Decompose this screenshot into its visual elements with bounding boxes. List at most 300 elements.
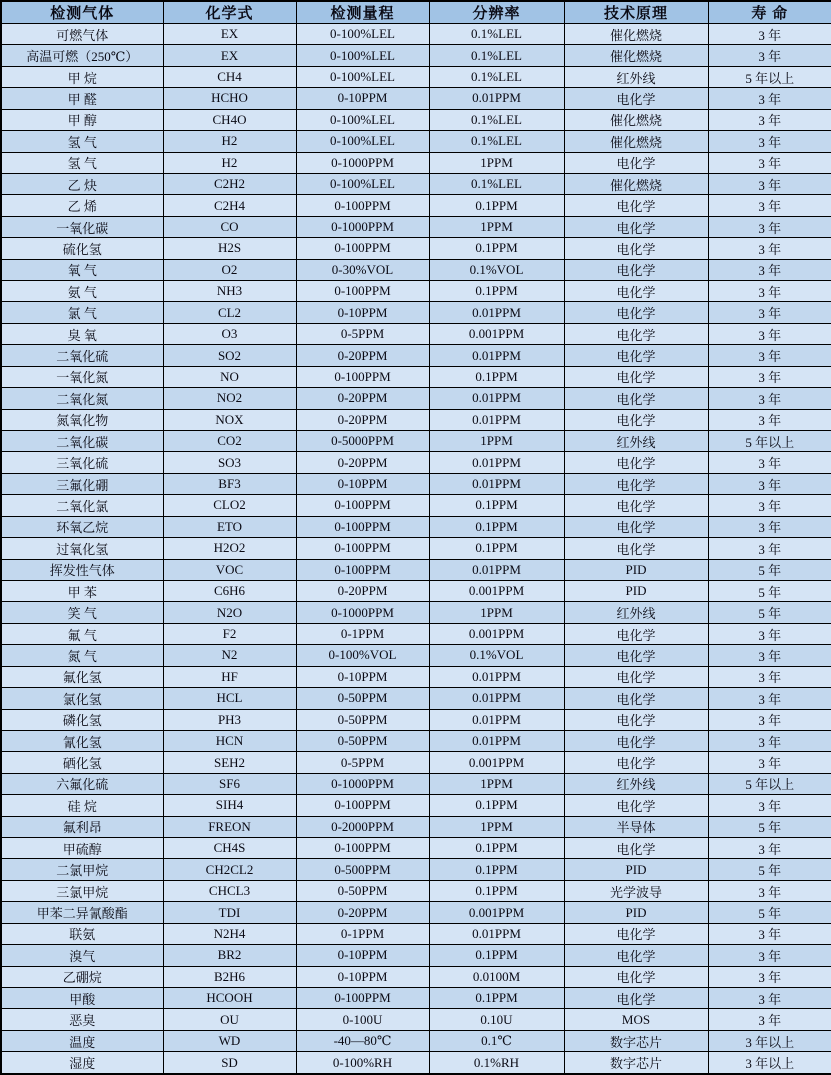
table-cell: 0.1%LEL <box>429 66 564 87</box>
table-cell: 5 年 <box>708 602 831 623</box>
table-cell: 可燃气体 <box>1 24 163 45</box>
table-cell: 0-100PPM <box>296 366 429 387</box>
table-cell: H2O2 <box>163 538 296 559</box>
table-row <box>1 580 831 601</box>
table-cell: 3 年 <box>708 795 831 816</box>
table-cell: 0-30%VOL <box>296 259 429 280</box>
table-cell: WD <box>163 1030 296 1051</box>
table-cell: BR2 <box>163 945 296 966</box>
table-cell: 红外线 <box>564 773 708 794</box>
table-cell: 氟 气 <box>1 623 163 644</box>
table-cell: 1PPM <box>429 816 564 837</box>
table-cell: 氮 气 <box>1 645 163 666</box>
table-cell: 二氧化碳 <box>1 431 163 452</box>
table-row <box>1 666 831 687</box>
table-cell: OU <box>163 1009 296 1030</box>
table-cell: N2H4 <box>163 923 296 944</box>
table-cell: 0.01PPM <box>429 666 564 687</box>
table-cell: 5 年 <box>708 580 831 601</box>
table-row <box>1 366 831 387</box>
table-cell: 电化学 <box>564 302 708 323</box>
table-cell: O2 <box>163 259 296 280</box>
table-cell: 电化学 <box>564 709 708 730</box>
table-cell: 0.01PPM <box>429 688 564 709</box>
table-cell: 0.1PPM <box>429 838 564 859</box>
table-row <box>1 495 831 516</box>
table-row <box>1 216 831 237</box>
table-row <box>1 902 831 923</box>
table-row <box>1 838 831 859</box>
table-cell: 0.01PPM <box>429 302 564 323</box>
table-cell: HF <box>163 666 296 687</box>
table-cell: 0-1000PPM <box>296 773 429 794</box>
table-cell: 0-50PPM <box>296 730 429 751</box>
table-cell: NO2 <box>163 388 296 409</box>
header-cell-col4: 分辨率 <box>429 1 564 24</box>
table-cell: 0-50PPM <box>296 688 429 709</box>
table-cell: 0-1000PPM <box>296 216 429 237</box>
table-cell: 氧 气 <box>1 259 163 280</box>
table-cell: 红外线 <box>564 431 708 452</box>
table-cell: 电化学 <box>564 88 708 109</box>
table-row <box>1 773 831 794</box>
table-cell: 催化燃烧 <box>564 173 708 194</box>
table-cell: ETO <box>163 516 296 537</box>
table-cell: 甲酸 <box>1 987 163 1008</box>
table-cell: 0-5PPM <box>296 323 429 344</box>
table-cell: 0-5000PPM <box>296 431 429 452</box>
table-cell: 六氟化硫 <box>1 773 163 794</box>
table-cell: 电化学 <box>564 388 708 409</box>
table-cell: 3 年 <box>708 109 831 130</box>
table-cell: 0.0100M <box>429 966 564 987</box>
table-cell: 0-100PPM <box>296 281 429 302</box>
table-row <box>1 452 831 473</box>
table-cell: 0-100U <box>296 1009 429 1030</box>
table-cell: F2 <box>163 623 296 644</box>
table-row <box>1 109 831 130</box>
table-cell: 0-5PPM <box>296 752 429 773</box>
table-cell: SO2 <box>163 345 296 366</box>
table-row <box>1 966 831 987</box>
table-cell: SEH2 <box>163 752 296 773</box>
table-cell: 3 年 <box>708 302 831 323</box>
table-cell: 1PPM <box>429 773 564 794</box>
table-cell: 0.1%LEL <box>429 24 564 45</box>
table-cell: 甲 苯 <box>1 580 163 601</box>
table-cell: PH3 <box>163 709 296 730</box>
table-cell: 3 年 <box>708 730 831 751</box>
table-cell: 0.01PPM <box>429 473 564 494</box>
table-cell: 温度 <box>1 1030 163 1051</box>
table-row <box>1 516 831 537</box>
table-cell: 0.1℃ <box>429 1030 564 1051</box>
table-cell: 挥发性气体 <box>1 559 163 580</box>
table-cell: 0-100%LEL <box>296 173 429 194</box>
table-cell: 0-100%LEL <box>296 45 429 66</box>
table-cell: 0.01PPM <box>429 409 564 430</box>
table-cell: 0-50PPM <box>296 709 429 730</box>
table-cell: EX <box>163 24 296 45</box>
table-cell: 3 年 <box>708 516 831 537</box>
table-cell: 红外线 <box>564 66 708 87</box>
table-cell: 0.1PPM <box>429 795 564 816</box>
table-cell: 电化学 <box>564 623 708 644</box>
table-cell: H2 <box>163 131 296 152</box>
table-cell: 3 年 <box>708 238 831 259</box>
table-cell: 3 年 <box>708 752 831 773</box>
table-row <box>1 1052 831 1074</box>
table-cell: 0.1PPM <box>429 880 564 901</box>
table-cell: CO2 <box>163 431 296 452</box>
table-cell: CHCL3 <box>163 880 296 901</box>
table-cell: 0-100PPM <box>296 195 429 216</box>
table-cell: 3 年 <box>708 388 831 409</box>
table-cell: 1PPM <box>429 152 564 173</box>
table-cell: 3 年 <box>708 1009 831 1030</box>
table-row <box>1 923 831 944</box>
table-cell: 0.01PPM <box>429 88 564 109</box>
table-cell: 电化学 <box>564 409 708 430</box>
table-cell: 笑 气 <box>1 602 163 623</box>
table-row <box>1 431 831 452</box>
table-cell: 0.001PPM <box>429 323 564 344</box>
table-cell: 3 年 <box>708 152 831 173</box>
header-cell-col1: 检测气体 <box>1 1 163 24</box>
table-row <box>1 816 831 837</box>
table-cell: 0.01PPM <box>429 345 564 366</box>
table-cell: 氟利昂 <box>1 816 163 837</box>
table-cell: 3 年 <box>708 195 831 216</box>
table-cell: 0.1%LEL <box>429 45 564 66</box>
table-cell: HCN <box>163 730 296 751</box>
table-cell: 3 年 <box>708 473 831 494</box>
table-cell: BF3 <box>163 473 296 494</box>
table-row <box>1 388 831 409</box>
table-row <box>1 730 831 751</box>
table-cell: 5 年以上 <box>708 773 831 794</box>
table-cell: 0-20PPM <box>296 580 429 601</box>
table-row <box>1 88 831 109</box>
table-cell: 电化学 <box>564 923 708 944</box>
table-cell: 电化学 <box>564 238 708 259</box>
table-cell: 0.1%VOL <box>429 645 564 666</box>
table-cell: 0-100PPM <box>296 495 429 516</box>
table-row <box>1 131 831 152</box>
table-cell: 电化学 <box>564 259 708 280</box>
table-cell: 0.1PPM <box>429 538 564 559</box>
table-cell: 电化学 <box>564 195 708 216</box>
table-cell: N2 <box>163 645 296 666</box>
table-cell: H2S <box>163 238 296 259</box>
table-row <box>1 859 831 880</box>
table-row <box>1 752 831 773</box>
table-cell: 0.01PPM <box>429 923 564 944</box>
table-cell: 半导体 <box>564 816 708 837</box>
table-cell: C2H2 <box>163 173 296 194</box>
table-row <box>1 281 831 302</box>
table-cell: NOX <box>163 409 296 430</box>
table-cell: 氟化氢 <box>1 666 163 687</box>
header-cell-col2: 化学式 <box>163 1 296 24</box>
table-row <box>1 795 831 816</box>
table-cell: 0.1PPM <box>429 195 564 216</box>
table-cell: 电化学 <box>564 452 708 473</box>
table-row <box>1 987 831 1008</box>
table-row <box>1 345 831 366</box>
table-cell: 0.001PPM <box>429 623 564 644</box>
header-cell-col6: 寿 命 <box>708 1 831 24</box>
table-cell: 0.001PPM <box>429 580 564 601</box>
table-cell: H2 <box>163 152 296 173</box>
table-cell: 催化燃烧 <box>564 24 708 45</box>
table-cell: 电化学 <box>564 473 708 494</box>
table-cell: 甲苯二异氰酸酯 <box>1 902 163 923</box>
table-row <box>1 66 831 87</box>
table-cell: 甲 醇 <box>1 109 163 130</box>
table-row <box>1 709 831 730</box>
table-cell: 甲硫醇 <box>1 838 163 859</box>
table-cell: 0.1PPM <box>429 495 564 516</box>
table-row <box>1 538 831 559</box>
table-cell: PID <box>564 559 708 580</box>
table-cell: 0-10PPM <box>296 302 429 323</box>
table-cell: 湿度 <box>1 1052 163 1074</box>
table-row <box>1 323 831 344</box>
table-cell: 3 年以上 <box>708 1052 831 1074</box>
table-cell: 催化燃烧 <box>564 109 708 130</box>
table-cell: CH4O <box>163 109 296 130</box>
table-cell: 0-100%LEL <box>296 131 429 152</box>
table-cell: 电化学 <box>564 281 708 302</box>
table-cell: 0.1%LEL <box>429 131 564 152</box>
table-cell: 0-10PPM <box>296 945 429 966</box>
table-cell: 一氧化碳 <box>1 216 163 237</box>
table-cell: 电化学 <box>564 966 708 987</box>
table-cell: 5 年 <box>708 859 831 880</box>
table-cell: 三氟化硼 <box>1 473 163 494</box>
table-cell: 0-100PPM <box>296 516 429 537</box>
table-cell: 3 年 <box>708 538 831 559</box>
table-cell: 1PPM <box>429 216 564 237</box>
table-cell: 0-100PPM <box>296 238 429 259</box>
table-cell: 氯 气 <box>1 302 163 323</box>
table-cell: 环氧乙烷 <box>1 516 163 537</box>
table-cell: 0.1PPM <box>429 859 564 880</box>
table-cell: 电化学 <box>564 666 708 687</box>
table-row <box>1 1009 831 1030</box>
table-cell: 0-10PPM <box>296 473 429 494</box>
table-cell: 0-10PPM <box>296 88 429 109</box>
table-cell: 3 年 <box>708 131 831 152</box>
table-cell: NH3 <box>163 281 296 302</box>
table-cell: 电化学 <box>564 987 708 1008</box>
table-cell: 5 年以上 <box>708 66 831 87</box>
table-cell: 0-20PPM <box>296 902 429 923</box>
table-cell: 氮氧化物 <box>1 409 163 430</box>
table-cell: 数字芯片 <box>564 1030 708 1051</box>
table-cell: 0.001PPM <box>429 752 564 773</box>
table-cell: N2O <box>163 602 296 623</box>
table-cell: 5 年 <box>708 902 831 923</box>
table-cell: CH4S <box>163 838 296 859</box>
table-cell: 3 年 <box>708 645 831 666</box>
table-cell: 电化学 <box>564 645 708 666</box>
table-cell: 0-20PPM <box>296 388 429 409</box>
table-cell: PID <box>564 902 708 923</box>
table-cell: 0-100%LEL <box>296 24 429 45</box>
table-body <box>1 24 831 1075</box>
header-row <box>1 1 831 24</box>
table-row <box>1 24 831 45</box>
table-cell: 3 年 <box>708 923 831 944</box>
table-cell: 0.01PPM <box>429 452 564 473</box>
table-cell: PID <box>564 580 708 601</box>
table-cell: 0.1%LEL <box>429 109 564 130</box>
table-cell: 数字芯片 <box>564 1052 708 1074</box>
table-row <box>1 945 831 966</box>
table-cell: 0.01PPM <box>429 388 564 409</box>
table-cell: 0-20PPM <box>296 409 429 430</box>
table-cell: 0.001PPM <box>429 902 564 923</box>
table-cell: CH4 <box>163 66 296 87</box>
table-cell: 3 年 <box>708 623 831 644</box>
table-cell: 电化学 <box>564 366 708 387</box>
table-cell: 恶臭 <box>1 1009 163 1030</box>
table-cell: 催化燃烧 <box>564 45 708 66</box>
table-cell: MOS <box>564 1009 708 1030</box>
table-cell: 3 年 <box>708 838 831 859</box>
table-cell: 3 年 <box>708 281 831 302</box>
table-cell: 电化学 <box>564 730 708 751</box>
table-row <box>1 152 831 173</box>
table-cell: 3 年 <box>708 45 831 66</box>
table-cell: -40—80℃ <box>296 1030 429 1051</box>
table-cell: 二氧化氮 <box>1 388 163 409</box>
table-cell: 二氧化氯 <box>1 495 163 516</box>
table-cell: 3 年 <box>708 24 831 45</box>
table-cell: 3 年 <box>708 495 831 516</box>
table-row <box>1 688 831 709</box>
table-cell: 3 年 <box>708 987 831 1008</box>
table-cell: 0-500PPM <box>296 859 429 880</box>
table-cell: 5 年以上 <box>708 431 831 452</box>
table-cell: 电化学 <box>564 323 708 344</box>
table-cell: 0-20PPM <box>296 452 429 473</box>
table-cell: 0.1%RH <box>429 1052 564 1074</box>
table-row <box>1 238 831 259</box>
table-cell: HCHO <box>163 88 296 109</box>
table-cell: 3 年 <box>708 366 831 387</box>
table-cell: C6H6 <box>163 580 296 601</box>
table-cell: CH2CL2 <box>163 859 296 880</box>
table-cell: 高温可燃（250℃） <box>1 45 163 66</box>
table-row <box>1 195 831 216</box>
header-cell-col5: 技术原理 <box>564 1 708 24</box>
table-cell: 0.1PPM <box>429 987 564 1008</box>
table-cell: 催化燃烧 <box>564 131 708 152</box>
table-cell: 乙硼烷 <box>1 966 163 987</box>
table-row <box>1 173 831 194</box>
table-cell: 磷化氢 <box>1 709 163 730</box>
table-cell: 联氨 <box>1 923 163 944</box>
table-cell: 0-1PPM <box>296 923 429 944</box>
table-cell: 0-50PPM <box>296 880 429 901</box>
table-row <box>1 259 831 280</box>
table-cell: 电化学 <box>564 752 708 773</box>
table-cell: 0-10PPM <box>296 966 429 987</box>
table-cell: 氯化氢 <box>1 688 163 709</box>
table-cell: 0-100%VOL <box>296 645 429 666</box>
table-cell: SD <box>163 1052 296 1074</box>
table-cell: 0.01PPM <box>429 730 564 751</box>
table-cell: 二氯甲烷 <box>1 859 163 880</box>
table-row <box>1 473 831 494</box>
table-cell: 3 年 <box>708 688 831 709</box>
table-cell: 0-10PPM <box>296 666 429 687</box>
table-cell: 电化学 <box>564 345 708 366</box>
table-cell: C2H4 <box>163 195 296 216</box>
table-cell: 电化学 <box>564 516 708 537</box>
table-cell: 0-100PPM <box>296 538 429 559</box>
table-cell: 电化学 <box>564 538 708 559</box>
table-cell: 溴气 <box>1 945 163 966</box>
header-cell-col3: 检测量程 <box>296 1 429 24</box>
table-cell: 硫化氢 <box>1 238 163 259</box>
table-cell: 乙 炔 <box>1 173 163 194</box>
table-cell: 三氯甲烷 <box>1 880 163 901</box>
table-cell: 0-100PPM <box>296 987 429 1008</box>
table-cell: 3 年 <box>708 880 831 901</box>
table-cell: 氢 气 <box>1 131 163 152</box>
table-row <box>1 409 831 430</box>
table-cell: 0-1PPM <box>296 623 429 644</box>
table-cell: 一氧化氮 <box>1 366 163 387</box>
table-row <box>1 602 831 623</box>
table-cell: 0.1PPM <box>429 366 564 387</box>
table-cell: 0.1PPM <box>429 945 564 966</box>
table-cell: SIH4 <box>163 795 296 816</box>
table-cell: 3 年 <box>708 666 831 687</box>
table-cell: 氢 气 <box>1 152 163 173</box>
table-cell: 5 年 <box>708 559 831 580</box>
table-cell: 0-2000PPM <box>296 816 429 837</box>
table-cell: 0.1PPM <box>429 516 564 537</box>
table-cell: CLO2 <box>163 495 296 516</box>
table-cell: CL2 <box>163 302 296 323</box>
table-cell: 1PPM <box>429 431 564 452</box>
table-cell: 3 年 <box>708 409 831 430</box>
table-cell: 3 年 <box>708 88 831 109</box>
table-cell: 电化学 <box>564 795 708 816</box>
table-cell: 0.01PPM <box>429 709 564 730</box>
table-cell: 甲 醛 <box>1 88 163 109</box>
table-cell: 三氧化硫 <box>1 452 163 473</box>
table-cell: 0-100PPM <box>296 838 429 859</box>
table-cell: 1PPM <box>429 602 564 623</box>
table-cell: B2H6 <box>163 966 296 987</box>
table-cell: 3 年 <box>708 345 831 366</box>
table-cell: 过氧化氢 <box>1 538 163 559</box>
table-row <box>1 302 831 323</box>
table-cell: 二氧化硫 <box>1 345 163 366</box>
table-cell: 3 年 <box>708 709 831 730</box>
table-cell: 0-100%RH <box>296 1052 429 1074</box>
table-cell: 电化学 <box>564 838 708 859</box>
table-cell: O3 <box>163 323 296 344</box>
table-cell: 甲 烷 <box>1 66 163 87</box>
table-cell: 5 年 <box>708 816 831 837</box>
